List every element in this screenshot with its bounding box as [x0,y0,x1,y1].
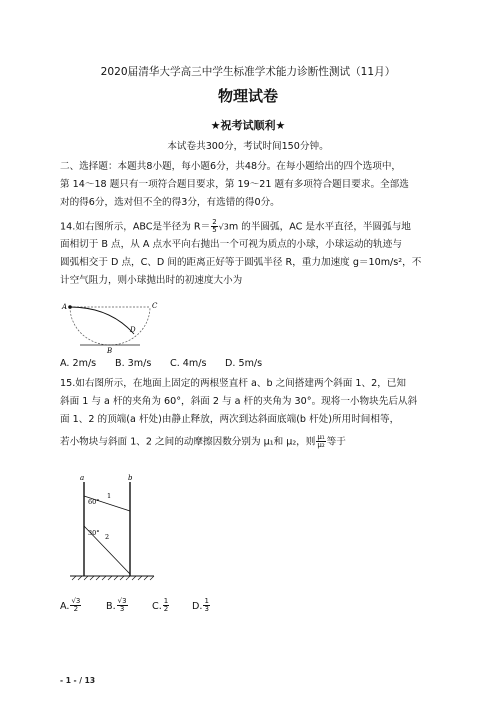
q15-line-1: 15.如右图所示，在地面上固定的两根竖直杆 a、b 之间搭建两个斜面 1、2，已知 [60,378,406,389]
q14-line-1 [60,219,440,234]
q15-choice-b [106,598,152,613]
q15-choice-c-frac [163,598,169,613]
page-number: - 1 - / 13 [60,676,96,685]
q15-choice-b-letter: B. [106,600,116,612]
q14-semicircle-arc [70,307,150,345]
q14-figure [60,298,170,356]
q15-mu-den: μ₂ [317,441,325,449]
q15-mu-num: μ₁ [317,433,325,441]
q14-choice-b: B. 3m/s [115,358,152,369]
section-instruction-1: 二、选择题：本题共8小题，每小题6分，共48分。在每小题给出的四个选项中， [60,161,402,172]
q14-ball [68,305,72,309]
wish-line: ★祝考试顺利★ [210,119,286,132]
exam-title: 2020届清华大学高三中学生标准学术能力诊断性测试（11月） [100,66,396,78]
q15-choice-c-letter: C. [152,600,162,612]
q14-label-a: A [62,303,68,311]
q14-frac-num: 2 [212,218,217,226]
q15-choice-a-den: 2 [73,605,79,613]
q14-choice-c: C. 4m/s [170,358,207,369]
q15-choice-d-frac [203,598,209,613]
q15-choice-c-num: 1 [163,597,169,605]
q15-choice-a-frac [70,598,81,613]
q15-label-b: b [128,474,133,482]
q14-choice-a: A. 2m/s [60,358,97,369]
q15-choice-d-letter: D. [192,600,203,612]
q14-choices [60,357,440,370]
q14-line-4: 计空气阻力，则小球抛出时的初速度大小为 [60,275,243,286]
q15-choice-b-den: 3 [119,605,125,613]
exam-info: 本试卷共300分，考试时间150分钟。 [167,141,329,152]
q14-label-d: D [130,326,136,334]
q14-line-2: 面相切于 B 点，从 A 点水平向右抛出一个可视为质点的小球，小球运动的轨迹与 [60,239,402,250]
q15-text-a: 若小物块与斜面 1、2 之间的动摩擦因数分别为 μ₁和 μ₂，则 [60,436,316,448]
q15-choice-b-frac [117,598,128,613]
q15-choice-a-letter: A. [60,600,70,612]
q15-slope-2-label: 2 [105,533,110,541]
q15-choice-a [60,598,106,613]
q14-radius-fraction [211,219,217,234]
q15-choice-a-num: √3 [71,597,81,605]
q15-choices [60,598,440,613]
q15-choice-c [152,598,192,613]
q14-frac-den: 5 [212,226,217,234]
q15-choice-c-den: 2 [163,605,169,613]
q15-angle-60: 60° [88,498,100,506]
q15-line-2: 斜面 1 与 a 杆的夹角为 60°，斜面 2 与 a 杆的夹角为 30°。现将一小物块先后从斜 [60,396,418,407]
q14-label-b: B [107,347,113,355]
subject-title: 物理试卷 [217,87,278,105]
q15-choice-d-num: 1 [204,597,209,605]
q14-line-3: 圆弧相交于 D 点，C、D 间的距离正好等于圆弧半径 R，重力加速度 g＝10m/s²，不 [60,257,422,268]
q15-angle-30: 30° [88,529,100,537]
q15-ground-hatch [72,576,154,580]
q14-text-b: m 的半圆弧，AC 是水平直径，半圆弧与地 [228,221,411,233]
q15-mu-ratio [316,434,325,449]
q15-figure [68,474,158,586]
q15-line-4 [60,434,440,449]
q14-text-a: 14.如右图所示，ABC是半径为 R＝ [60,221,211,233]
q15-choice-d-den: 3 [204,605,209,613]
q15-choice-d [192,598,232,613]
q15-choice-b-num: √3 [117,597,127,605]
q15-label-a: a [80,474,85,482]
q15-line-3: 面 1、2 的顶端(a 杆处)由静止释放，两次到达斜面底端(b 杆处)所用时间相等， [60,414,400,425]
q15-text-b: 等于 [326,436,346,448]
section-instruction-2: 第 14～18 题只有一项符合题目要求，第 19～21 题有多项符合题目要求。全部选 [60,179,409,190]
q15-slope-1-label: 1 [107,492,112,500]
section-instruction-3: 对的得6分，选对但不全的得3分，有选错的得0分。 [60,197,280,208]
q14-choice-d: D. 5m/s [225,358,263,369]
q14-label-c: C [152,302,158,310]
q14-trajectory [70,307,134,334]
q14-sqrt: √3 [218,222,229,232]
